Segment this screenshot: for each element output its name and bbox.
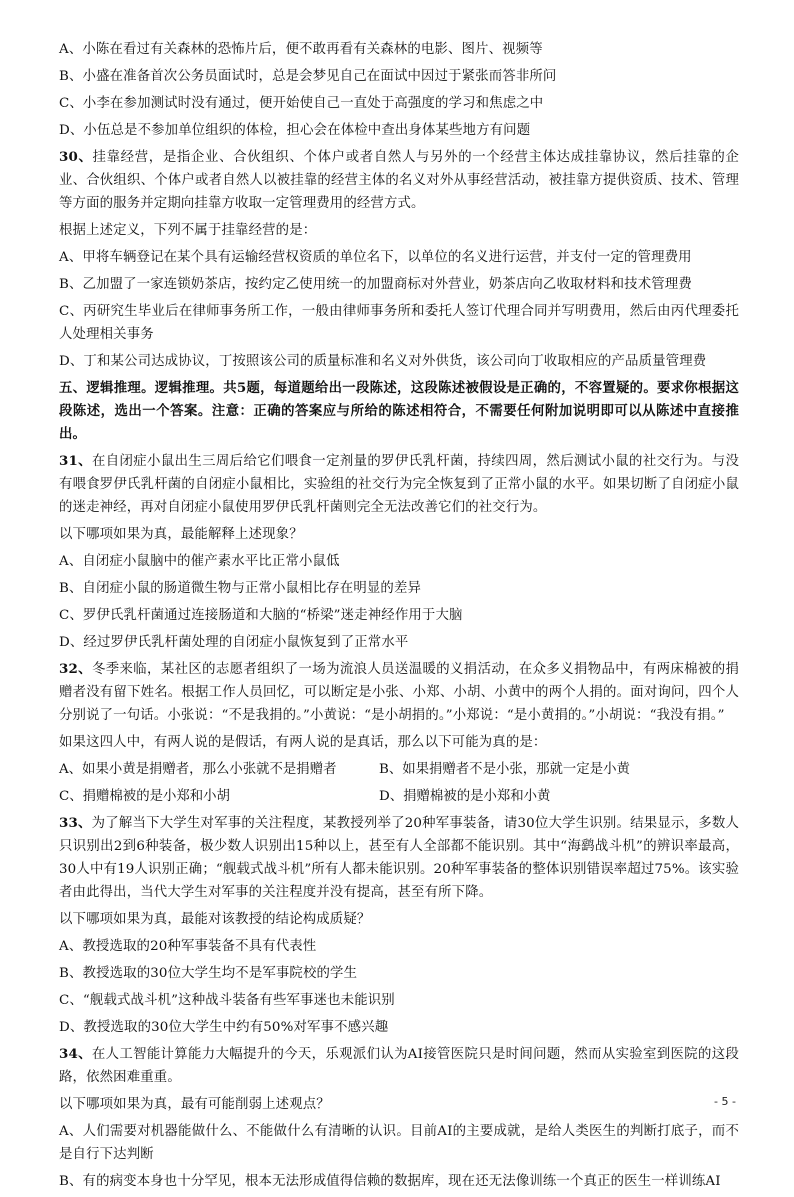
option-a: A、教授选取的20种军事装备不具有代表性 <box>59 939 317 954</box>
question-prompt: 以下哪项如果为真，最能解释上述现象？ <box>59 527 303 542</box>
question-number: 30、 <box>59 149 93 165</box>
question-stem: 30、挂靠经营，是指企业、合伙组织、个体户或者自然人与另外的一个经营主体达成挂靠协议，然后挂靠的企业、合伙组织、个体户或者自然人以被挂靠的经营主体的名义对外从事经营活动，被挂靠方提供资质、技术、管理等方面的服务并定期向挂靠方收取一定管理费用的经营方式。 <box>59 149 739 211</box>
option-a: A、自闭症小鼠脑中的催产素水平比正常小鼠低 <box>59 554 340 569</box>
question-stem: 31、在自闭症小鼠出生三周后给它们喂食一定剂量的罗伊氏乳杆菌，持续四周，然后测试小鼠的社交行为。与没有喂食罗伊氏乳杆菌的自闭症小鼠相比，实验组的社交行为完全恢复到了正常小鼠的水平。如果切断了自闭症小鼠的迷走神经，再对自闭症小鼠使用罗伊氏乳杆菌则完全无法改善它们的社交行为。 <box>59 453 740 515</box>
question-number: 32、 <box>59 661 92 677</box>
page-number: - 5 - <box>714 1095 736 1108</box>
option-d: D、丁和某公司达成协议，丁按照该公司的质量标准和名义对外供货，该公司向丁收取相应的产品质量管理费 <box>59 354 707 369</box>
option-b: B、如果捐赠者不是小张，那就一定是小黄 <box>379 762 630 777</box>
option-d: D、捐赠棉被的是小郑和小黄 <box>379 789 551 804</box>
question-prompt: 根据上述定义，下列不属于挂靠经营的是： <box>59 223 317 238</box>
option-b: B、小盛在准备首次公务员面试时，总是会梦见自己在面试中因过于紧张而答非所问 <box>59 69 557 84</box>
question-31 <box>59 450 739 654</box>
option-b: B、有的病变本身也十分罕见，根本无法形成值得信赖的数据库，现在还无法像训练一个真正的医生一样训练AI <box>59 1174 721 1189</box>
option-c: C、丙研究生毕业后在律师事务所工作，一般由律师事务所和委托人签订代理合同并写明费用，然后由丙代理委托人处理相关事务 <box>59 304 739 342</box>
option-b: B、乙加盟了一家连锁奶茶店，按约定乙使用统一的加盟商标对外营业，奶茶店向乙收取材料和技术管理费 <box>59 277 692 292</box>
option-a: A、小陈在看过有关森林的恐怖片后，便不敢再看有关森林的电影、图片、视频等 <box>59 42 543 57</box>
option-row <box>59 758 739 781</box>
question-prompt: 以下哪项如果为真，最有可能削弱上述观点？ <box>59 1097 330 1112</box>
question-33 <box>59 812 739 1039</box>
option-c: C、罗伊氏乳杆菌通过连接肠道和大脑的“桥梁”迷走神经作用于大脑 <box>59 608 463 623</box>
question-number: 34、 <box>59 1046 92 1062</box>
question-stem: 34、在人工智能计算能力大幅提升的今天，乐观派们认为AI接管医院只是时间问题，然而从实验室到医院的这段路，依然困难重重。 <box>59 1046 739 1085</box>
question-prompt: 如果这四人中，有两人说的是假话，有两人说的是真话，那么以下可能为真的是： <box>59 735 547 750</box>
option-a: A、如果小黄是捐赠者，那么小张就不是捐赠者 <box>59 762 337 777</box>
option-d: D、小伍总是不参加单位组织的体检，担心会在体检中查出身体某些地方有问题 <box>59 123 531 138</box>
option-c: C、小李在参加测试时没有通过，便开始使自己一直处于高强度的学习和焦虑之中 <box>59 96 544 111</box>
option-a: A、甲将车辆登记在某个具有运输经营权资质的单位名下，以单位的名义进行运营，并支付一定的管理费用 <box>59 250 692 265</box>
section-heading: 五、逻辑推理。逻辑推理。共5题，每道题给出一段陈述，这段陈述被假设是正确的，不容置疑的。要求你根据这段陈述，选出一个答案。注意：正确的答案应与所给的陈述相符合，不需要任何附加说明即可以从陈述中直接推出。 <box>59 380 739 442</box>
question-stem: 32、冬季来临，某社区的志愿者组织了一场为流浪人员送温暖的义捐活动，在众多义捐物品中，有两床棉被的捐赠者没有留下姓名。根据工作人员回忆，可以断定是小张、小郑、小胡、小黄中的两个人捐的。面对询问，四个人分别说了一句话。小张说：“不是我捐的。”小黄说：“是小胡捐的。”小郑说：“是小黄捐的。”小胡说：“我没有捐。” <box>59 661 740 723</box>
option-d: D、教授选取的30位大学生中约有50%对军事不感兴趣 <box>59 1020 389 1035</box>
option-row <box>59 785 739 808</box>
q29-options <box>59 38 739 142</box>
option-b: B、教授选取的30位大学生均不是军事院校的学生 <box>59 966 358 981</box>
question-30 <box>59 146 739 373</box>
question-number: 33、 <box>59 815 92 831</box>
option-d: D、经过罗伊氏乳杆菌处理的自闭症小鼠恢复到了正常水平 <box>59 635 409 650</box>
question-number: 31、 <box>59 453 92 469</box>
option-c: C、捐赠棉被的是小郑和小胡 <box>59 789 230 804</box>
question-stem: 33、为了解当下大学生对军事的关注程度，某教授列举了20种军事装备，请30位大学生识别。结果显示，多数人只识别出2到6种装备，极少数人识别出15种以上，甚至有人全部都不能识别。其中“海鹞战斗机”的辨识率最高，30人中有19人识别正确；“舰载式战斗机”所有人都未能识别。20种军事装备的整体识别错误率超过75%。该实验者由此得出，当代大学生对军事的关注程度并没有提高，甚至有所下降。 <box>59 815 739 900</box>
question-prompt: 以下哪项如果为真，最能对该教授的结论构成质疑？ <box>59 912 371 927</box>
document-page <box>59 38 739 1197</box>
option-c: C、“舰载式战斗机”这种战斗装备有些军事迷也未能识别 <box>59 993 395 1008</box>
question-32 <box>59 658 739 808</box>
option-a: A、人们需要对机器能做什么、不能做什么有清晰的认识。目前AI的主要成就，是给人类医生的判断打底子，而不是自行下达判断 <box>59 1124 739 1162</box>
option-b: B、自闭症小鼠的肠道微生物与正常小鼠相比存在明显的差异 <box>59 581 422 596</box>
question-34 <box>59 1043 739 1193</box>
